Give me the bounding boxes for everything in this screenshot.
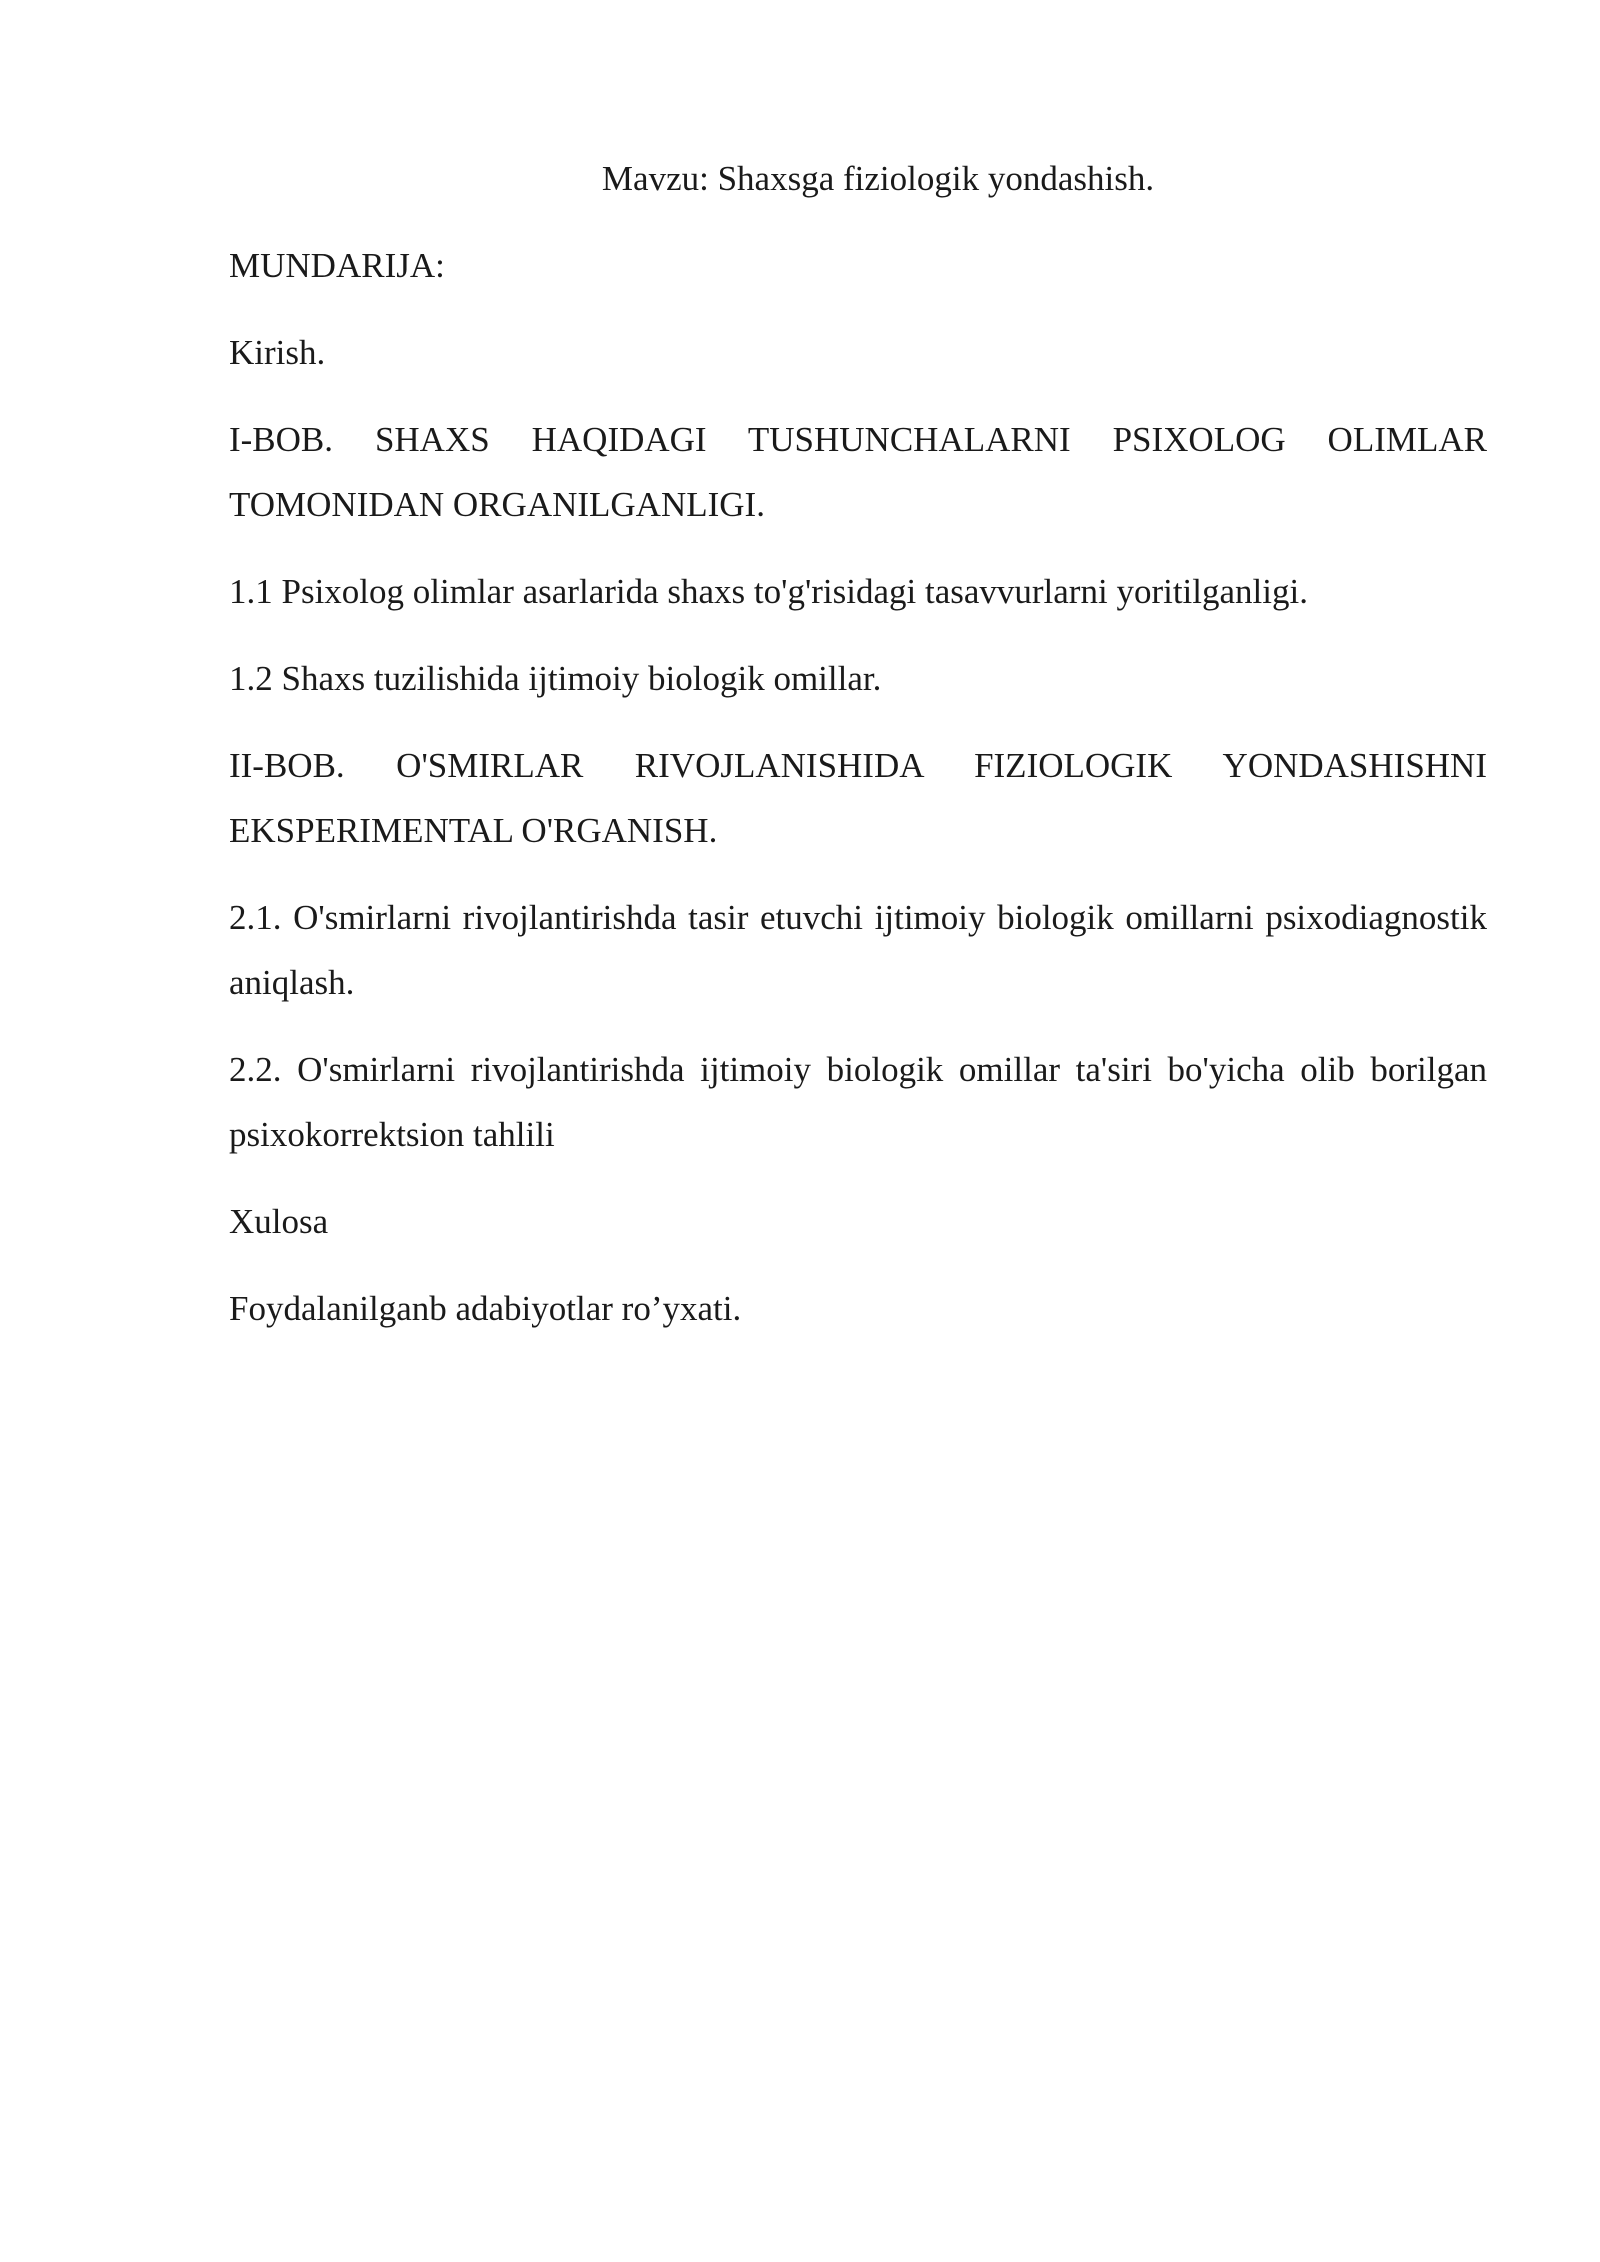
toc-entry-section-2-1: 2.1. O'smirlarni rivojlantirishda tasir etuvchi ijtimoiy biologik omillarni psixodiagnostik aniqlash. xyxy=(229,898,1487,1002)
toc-entry-section-2-2: 2.2. O'smirlarni rivojlantirishda ijtimoiy biologik omillar ta'siri bo'yicha olib borilgan psixokorrektsion tahlili xyxy=(229,1050,1487,1154)
toc-heading: MUNDARIJA: xyxy=(229,246,445,285)
toc-entry-chapter-2: II-BOB. O'SMIRLAR RIVOJLANISHIDA FIZIOLOGIK YONDASHISHNI EKSPERIMENTAL O'RGANISH. xyxy=(229,746,1487,850)
document-body xyxy=(229,146,1487,1363)
toc-entry-introduction: Kirish. xyxy=(229,333,326,372)
toc-entry-conclusion: Xulosa xyxy=(229,1202,329,1241)
toc-entry-chapter-1: I-BOB. SHAXS HAQIDAGI TUSHUNCHALARNI PSIXOLOG OLIMLAR TOMONIDAN ORGANILGANLIGI. xyxy=(229,420,1487,524)
document-title: Mavzu: Shaxsga fiziologik yondashish. xyxy=(601,159,1155,198)
toc-entry-section-1-1: 1.1 Psixolog olimlar asarlarida shaxs to'g'risidagi tasavvurlarni yoritilganligi. xyxy=(229,572,1308,611)
toc-entry-section-1-2: 1.2 Shaxs tuzilishida ijtimoiy biologik omillar. xyxy=(229,659,882,698)
toc-entry-references: Foydalanilganb adabiyotlar ro’yxati. xyxy=(229,1289,742,1328)
